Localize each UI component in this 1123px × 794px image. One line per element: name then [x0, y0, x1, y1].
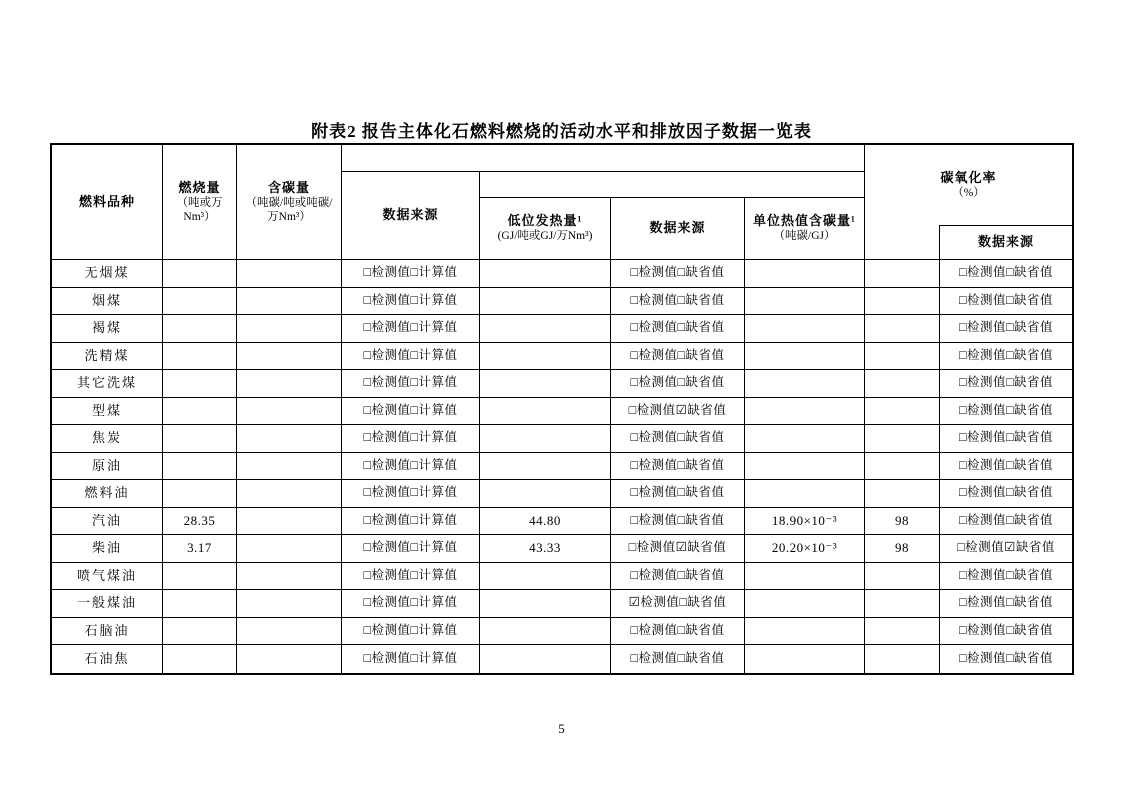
- header-data-source-1: [342, 172, 480, 260]
- carbon-content-cell: [237, 398, 342, 426]
- source2-checkbox-cell: □检测值□缺省值: [611, 260, 745, 288]
- source2-checkbox-cell: □检测值□缺省值: [611, 343, 745, 371]
- heat-carbon-value-cell: [745, 480, 865, 508]
- heat-carbon-value-cell: [745, 645, 865, 673]
- burn-amount-cell: [163, 563, 237, 591]
- header-label: 数据来源: [977, 234, 1034, 250]
- header-label: 数据来源: [382, 207, 439, 223]
- source3-checkbox-cell: □检测值□缺省值: [940, 453, 1072, 481]
- header-spacer-mid: [480, 172, 865, 198]
- fuel-name-cell: 其它洗煤: [52, 370, 163, 398]
- carbon-content-cell: [237, 618, 342, 646]
- source3-checkbox-cell: □检测值□缺省值: [940, 508, 1072, 536]
- header-unit: （吨碳/吨或吨碳/万Nm³）: [245, 196, 333, 224]
- fuel-name-cell: 燃料油: [52, 480, 163, 508]
- fuel-name-cell: 石油焦: [52, 645, 163, 673]
- source1-checkbox-cell: □检测值□计算值: [342, 480, 480, 508]
- header-unit: （吨或万Nm³）: [176, 196, 223, 224]
- header-fuel-type: [52, 145, 163, 260]
- oxidation-value-cell: [865, 618, 940, 646]
- source3-checkbox-cell: □检测值□缺省值: [940, 288, 1072, 316]
- source1-checkbox-cell: □检测值□计算值: [342, 590, 480, 618]
- burn-amount-cell: [163, 453, 237, 481]
- source2-checkbox-cell: □检测值☑缺省值: [611, 535, 745, 563]
- heat-carbon-value-cell: [745, 398, 865, 426]
- source2-checkbox-cell: □检测值□缺省值: [611, 425, 745, 453]
- source2-checkbox-cell: □检测值□缺省值: [611, 288, 745, 316]
- source2-checkbox-cell: □检测值□缺省值: [611, 645, 745, 673]
- source3-checkbox-cell: □检测值□缺省值: [940, 343, 1072, 371]
- oxidation-value-cell: [865, 425, 940, 453]
- source1-checkbox-cell: □检测值□计算值: [342, 563, 480, 591]
- ncv-value-cell: [480, 645, 611, 673]
- fuel-name-cell: 柴油: [52, 535, 163, 563]
- oxidation-value-cell: 98: [865, 508, 940, 536]
- oxidation-value-cell: [865, 370, 940, 398]
- carbon-content-cell: [237, 425, 342, 453]
- fuel-name-cell: 一般煤油: [52, 590, 163, 618]
- oxidation-value-cell: [865, 590, 940, 618]
- oxidation-value-cell: [865, 563, 940, 591]
- carbon-content-cell: [237, 370, 342, 398]
- carbon-content-cell: [237, 315, 342, 343]
- heat-carbon-value-cell: [745, 315, 865, 343]
- burn-amount-cell: 28.35: [163, 508, 237, 536]
- heat-carbon-value-cell: [745, 563, 865, 591]
- source3-checkbox-cell: □检测值□缺省值: [940, 425, 1072, 453]
- source3-checkbox-cell: □检测值□缺省值: [940, 398, 1072, 426]
- oxidation-value-cell: [865, 260, 940, 288]
- source3-checkbox-cell: □检测值□缺省值: [940, 563, 1072, 591]
- carbon-content-cell: [237, 508, 342, 536]
- ncv-value-cell: [480, 315, 611, 343]
- carbon-content-cell: [237, 535, 342, 563]
- oxidation-value-cell: [865, 315, 940, 343]
- table-title: 附表2 报告主体化石燃料燃烧的活动水平和排放因子数据一览表: [311, 122, 812, 141]
- oxidation-value-cell: [865, 288, 940, 316]
- header-unit: （%）: [952, 186, 985, 199]
- burn-amount-cell: [163, 343, 237, 371]
- oxidation-value-cell: 98: [865, 535, 940, 563]
- heat-carbon-value-cell: 18.90×10⁻³: [745, 508, 865, 536]
- header-label: 含碳量: [267, 179, 310, 195]
- header-data-source-2: [611, 198, 745, 260]
- header-ncv: [480, 198, 611, 260]
- source3-checkbox-cell: □检测值□缺省值: [940, 370, 1072, 398]
- fuel-name-cell: 原油: [52, 453, 163, 481]
- ncv-value-cell: [480, 453, 611, 481]
- source3-checkbox-cell: □检测值□缺省值: [940, 618, 1072, 646]
- ncv-value-cell: [480, 590, 611, 618]
- carbon-content-cell: [237, 480, 342, 508]
- heat-carbon-value-cell: [745, 343, 865, 371]
- source1-checkbox-cell: □检测值□计算值: [342, 315, 480, 343]
- header-spacer-top: [342, 145, 865, 172]
- burn-amount-cell: [163, 590, 237, 618]
- ncv-value-cell: [480, 343, 611, 371]
- ncv-value-cell: [480, 260, 611, 288]
- burn-amount-cell: [163, 288, 237, 316]
- source2-checkbox-cell: □检测值□缺省值: [611, 453, 745, 481]
- header-label: 燃烧量: [178, 179, 221, 195]
- header-oxidation-rate: [865, 145, 1072, 225]
- fuel-name-cell: 型煤: [52, 398, 163, 426]
- heat-carbon-value-cell: 20.20×10⁻³: [745, 535, 865, 563]
- header-spacer-oxid: [865, 225, 940, 260]
- source3-checkbox-cell: □检测值☑缺省值: [940, 535, 1072, 563]
- heat-carbon-value-cell: [745, 453, 865, 481]
- ncv-value-cell: [480, 398, 611, 426]
- oxidation-value-cell: [865, 343, 940, 371]
- burn-amount-cell: [163, 645, 237, 673]
- header-burn-amount: [163, 145, 237, 260]
- fuel-name-cell: 喷气煤油: [52, 563, 163, 591]
- source2-checkbox-cell: □检测值□缺省值: [611, 618, 745, 646]
- header-heat-carbon: [745, 198, 865, 260]
- carbon-content-cell: [237, 563, 342, 591]
- burn-amount-cell: [163, 260, 237, 288]
- source1-checkbox-cell: □检测值□计算值: [342, 535, 480, 563]
- source2-checkbox-cell: □检测值□缺省值: [611, 315, 745, 343]
- source3-checkbox-cell: □检测值□缺省值: [940, 260, 1072, 288]
- heat-carbon-value-cell: [745, 590, 865, 618]
- source2-checkbox-cell: □检测值□缺省值: [611, 480, 745, 508]
- source1-checkbox-cell: □检测值□计算值: [342, 645, 480, 673]
- source1-checkbox-cell: □检测值□计算值: [342, 343, 480, 371]
- ncv-value-cell: 44.80: [480, 508, 611, 536]
- oxidation-value-cell: [865, 645, 940, 673]
- heat-carbon-value-cell: [745, 288, 865, 316]
- carbon-content-cell: [237, 288, 342, 316]
- carbon-content-cell: [237, 453, 342, 481]
- carbon-content-cell: [237, 260, 342, 288]
- carbon-content-cell: [237, 343, 342, 371]
- source2-checkbox-cell: □检测值☑缺省值: [611, 398, 745, 426]
- ncv-value-cell: 43.33: [480, 535, 611, 563]
- source3-checkbox-cell: □检测值□缺省值: [940, 480, 1072, 508]
- fuel-name-cell: 焦炭: [52, 425, 163, 453]
- burn-amount-cell: [163, 480, 237, 508]
- fuel-name-cell: 烟煤: [52, 288, 163, 316]
- heat-carbon-value-cell: [745, 370, 865, 398]
- header-data-source-3: [940, 225, 1072, 260]
- fuel-name-cell: 褐煤: [52, 315, 163, 343]
- source1-checkbox-cell: □检测值□计算值: [342, 508, 480, 536]
- header-unit: (GJ/吨或GJ/万Nm³): [497, 230, 593, 243]
- ncv-value-cell: [480, 563, 611, 591]
- burn-amount-cell: [163, 370, 237, 398]
- fuel-data-table: [50, 143, 1074, 675]
- oxidation-value-cell: [865, 453, 940, 481]
- burn-amount-cell: [163, 398, 237, 426]
- source1-checkbox-cell: □检测值□计算值: [342, 425, 480, 453]
- burn-amount-cell: [163, 618, 237, 646]
- ncv-value-cell: [480, 480, 611, 508]
- source2-checkbox-cell: ☑检测值□缺省值: [611, 590, 745, 618]
- fuel-name-cell: 无烟煤: [52, 260, 163, 288]
- ncv-value-cell: [480, 618, 611, 646]
- ncv-value-cell: [480, 288, 611, 316]
- header-label: 碳氧化率: [940, 169, 997, 185]
- carbon-content-cell: [237, 590, 342, 618]
- header-carbon-content: [237, 145, 342, 260]
- carbon-content-cell: [237, 645, 342, 673]
- source1-checkbox-cell: □检测值□计算值: [342, 288, 480, 316]
- fuel-name-cell: 洗精煤: [52, 343, 163, 371]
- source1-checkbox-cell: □检测值□计算值: [342, 618, 480, 646]
- burn-amount-cell: 3.17: [163, 535, 237, 563]
- ncv-value-cell: [480, 425, 611, 453]
- source1-checkbox-cell: □检测值□计算值: [342, 453, 480, 481]
- source1-checkbox-cell: □检测值□计算值: [342, 260, 480, 288]
- heat-carbon-value-cell: [745, 260, 865, 288]
- heat-carbon-value-cell: [745, 425, 865, 453]
- source3-checkbox-cell: □检测值□缺省值: [958, 650, 1054, 665]
- source3-checkbox-cell: □检测值□缺省值: [940, 315, 1072, 343]
- burn-amount-cell: [163, 315, 237, 343]
- header-label: 低位发热量¹: [507, 213, 583, 229]
- source2-checkbox-cell: □检测值□缺省值: [611, 563, 745, 591]
- header-unit: （吨碳/GJ）: [773, 230, 836, 243]
- source1-checkbox-cell: □检测值□计算值: [342, 370, 480, 398]
- fuel-name-cell: 汽油: [52, 508, 163, 536]
- oxidation-value-cell: [865, 480, 940, 508]
- source1-checkbox-cell: □检测值□计算值: [342, 398, 480, 426]
- header-label: 燃料品种: [78, 193, 135, 209]
- ncv-value-cell: [480, 370, 611, 398]
- page-number: 5: [558, 721, 565, 736]
- source2-checkbox-cell: □检测值□缺省值: [611, 508, 745, 536]
- header-label: 单位热值含碳量¹: [753, 213, 856, 229]
- heat-carbon-value-cell: [745, 618, 865, 646]
- burn-amount-cell: [163, 425, 237, 453]
- header-label: 数据来源: [649, 220, 706, 236]
- fuel-name-cell: 石脑油: [52, 618, 163, 646]
- source2-checkbox-cell: □检测值□缺省值: [611, 370, 745, 398]
- source3-checkbox-cell: □检测值□缺省值: [940, 590, 1072, 618]
- oxidation-value-cell: [865, 398, 940, 426]
